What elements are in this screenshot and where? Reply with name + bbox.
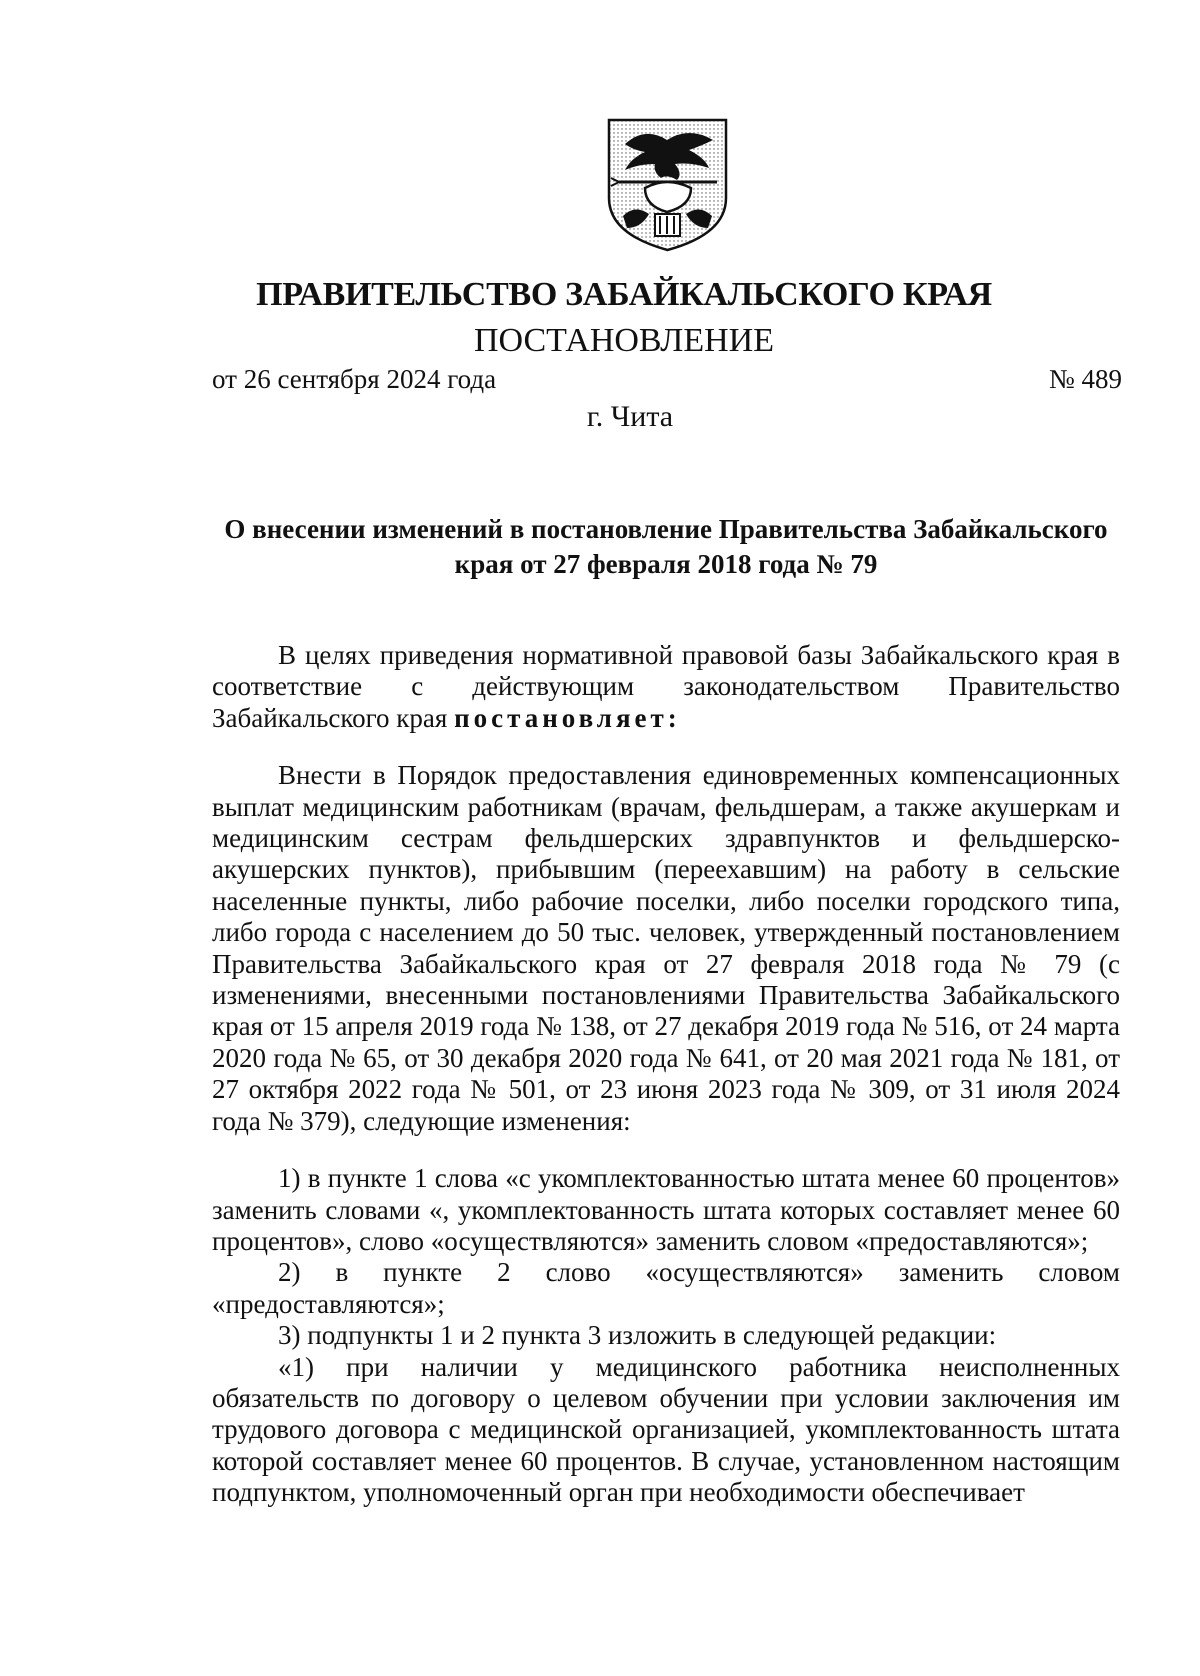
- document-city: г. Чита: [586, 400, 674, 433]
- item-1-paragraph: 1) в пункте 1 слова «с укомплектованностью штата менее 60 процентов» заменить словами «, укомплектованность штата которых составляет менее 60 процентов», слово «осуществляются» заменить словом «предоставляются»;: [212, 1163, 1120, 1256]
- document-number: № 489: [1048, 364, 1122, 394]
- subject-line-2: края от 27 февраля 2018 года № 79: [454, 549, 878, 579]
- item-3-sub-1-paragraph: «1) при наличии у медицинского работника неисполненных обязательств по договору о целевом обучении при условии заключения им трудового договора с медицинской организацией, укомплектованность штата которой составляет менее 60 процентов. В случае, установленном настоящим подпунктом, уполномоченный орган при необходимости обеспечивает: [212, 1351, 1120, 1508]
- item-2-paragraph: 2) в пункте 2 слово «осуществляются» заменить словом «предоставляются»;: [212, 1257, 1120, 1319]
- government-title: ПРАВИТЕЛЬСТВО ЗАБАЙКАЛЬСКОГО КРАЯ: [256, 276, 992, 313]
- coat-of-arms-icon: [605, 116, 730, 254]
- item-3-paragraph: 3) подпункты 1 и 2 пункта 3 изложить в следующей редакции:: [278, 1320, 997, 1351]
- preamble-paragraph: [212, 640, 1120, 734]
- preamble-text: В целях приведения нормативной правовой базы Забайкальского края в соответствие с действующим законодательством Правительство Забайкальского края: [212, 640, 1120, 733]
- intro-paragraph: Внести в Порядок предоставления единовременных компенсационных выплат медицинским работникам (врачам, фельдшерам, а также акушеркам и медицинским сестрам фельдшерских здравпунктов и фельдшерско-акушерских пунктов), прибывшим (переехавшим) на работу в сельские населенные пункты, либо рабочие поселки, либо поселки городского типа, либо города с населением до 50 тыс. человек, утвержденный постановлением Правительства Забайкальского края от 27 февраля 2018 года № 79 (с изменениями, внесенными постановлениями Правительства Забайкальского края от 15 апреля 2019 года № 138, от 27 декабря 2019 года № 516, от 24 марта 2020 года № 65, от 30 декабря 2020 года № 641, от 20 мая 2021 года № 181, от 27 октября 2022 года № 501, от 23 июня 2023 года № 309, от 31 июля 2024 года № 379), следующие изменения:: [212, 760, 1120, 1136]
- document-date: от 26 сентября 2024 года: [212, 364, 497, 394]
- document-subject: [212, 512, 1120, 582]
- document-type: ПОСТАНОВЛЕНИЕ: [473, 322, 775, 359]
- decree-word: постановляет:: [454, 702, 681, 733]
- subject-line-1: О внесении изменений в постановление Правительства Забайкальского: [224, 514, 1108, 544]
- document-body: [212, 640, 1120, 1509]
